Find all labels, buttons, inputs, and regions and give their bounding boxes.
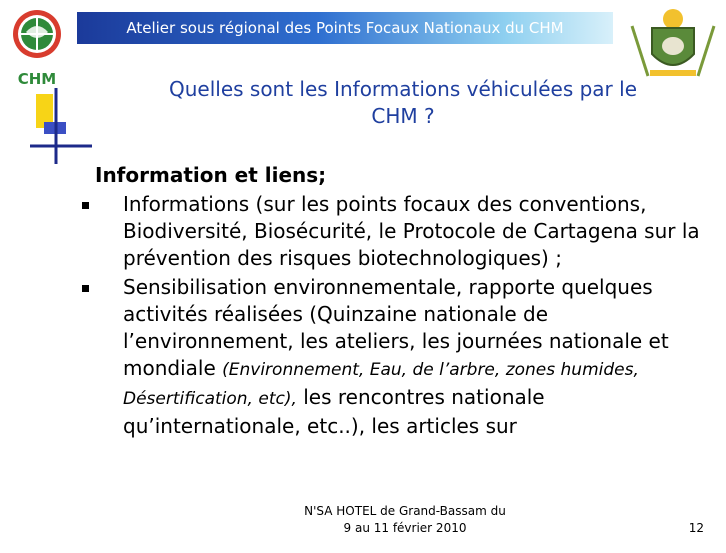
bullet-item-2-text-start: Sensibilisation environnementale, rapporte quelques activités réalisées (Quinzaine nationale de l’environnement, les ateliers, les journées nationale et mondiale — [123, 275, 669, 380]
header-banner — [77, 12, 613, 44]
footer-line-2: 9 au 11 février 2010 — [343, 521, 467, 535]
decorative-lines — [30, 88, 92, 164]
chm-logo — [8, 6, 66, 92]
bullet-square-icon — [82, 285, 89, 292]
banner-title: Atelier sous régional des Points Focaux Nationaux du CHM — [126, 19, 564, 37]
footer-line-1: N'SA HOTEL de Grand-Bassam du — [304, 504, 506, 518]
coat-of-arms — [630, 6, 716, 78]
slide-body — [95, 162, 720, 440]
title-line-2: CHM ? — [371, 104, 435, 128]
page-number: 12 — [688, 521, 704, 535]
footer-venue — [285, 503, 525, 537]
slide-title — [108, 76, 698, 130]
bullet-item-2-text-end: les rencontres nationale qu’internationale, etc..), les articles sur — [123, 385, 545, 438]
bullet-item-2 — [95, 274, 720, 440]
title-line-1: Quelles sont les Informations véhiculées par le — [168, 77, 638, 101]
bullet-square-icon — [82, 202, 89, 209]
section-heading: Information et liens; — [95, 163, 327, 187]
bullet-item-1-text: Informations (sur les points focaux des conventions, Biodiversité, Biosécurité, le Protocole de Cartagena sur la prévention des risques biotechnologiques) ; — [123, 192, 700, 270]
bullet-item-1 — [95, 191, 720, 272]
bullet-item-2-italic: (Environnement, Eau, de l’arbre, zones humides, Désertification, etc), — [123, 360, 639, 409]
logo-label: CHM — [17, 70, 57, 88]
